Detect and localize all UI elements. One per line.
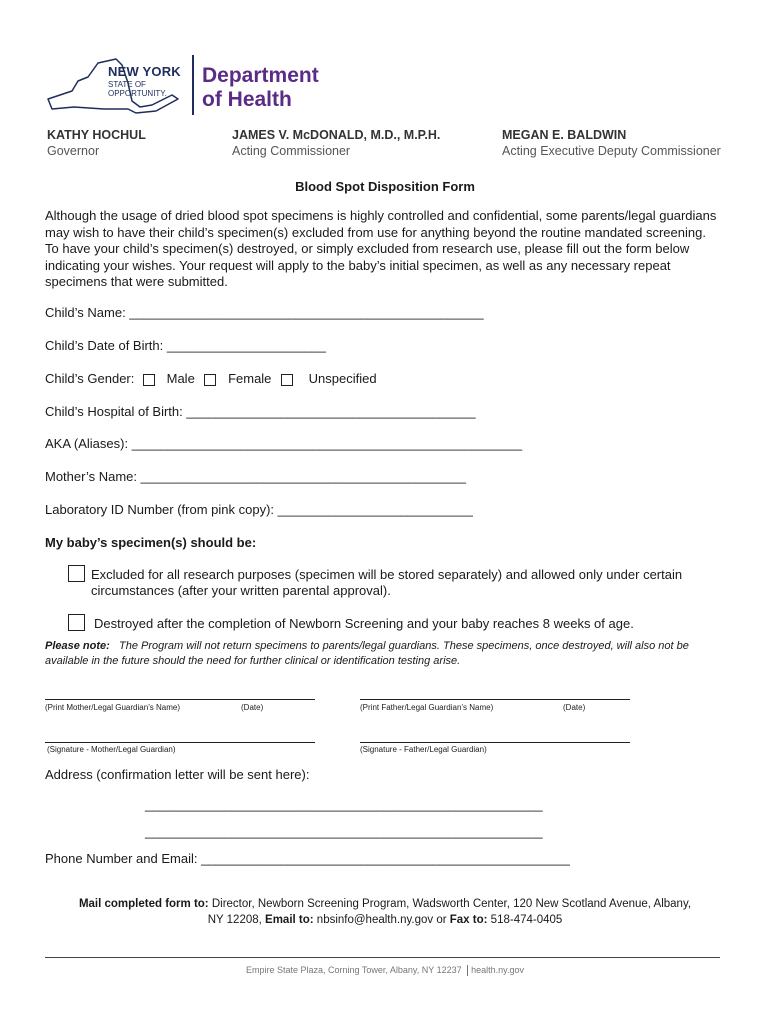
fax-label: Fax to: — [449, 914, 488, 926]
footer-divider — [467, 965, 468, 976]
gender-unspecified-checkbox[interactable] — [281, 374, 293, 386]
address-line-2[interactable]: _______________________________________________________ — [145, 824, 543, 839]
mail-instructions — [40, 896, 730, 928]
exclude-research-line1: Excluded for all research purposes (specimen will be stored separately) and allowed only under certain — [91, 567, 683, 582]
date-label-2: (Date) — [563, 703, 586, 712]
mail-label: Mail completed form to: — [78, 898, 209, 910]
hospital-field[interactable]: Child’s Hospital of Birth: ________________________________________ — [45, 404, 476, 419]
gender-male-checkbox[interactable] — [143, 374, 155, 386]
nys-logo — [44, 55, 334, 117]
note-text: The Program will not return specimens to parents/legal guardians. These specimens, once destroyed, will also not be available in the future should the need for further clinical or identification testing arise. — [45, 640, 689, 667]
aka-field[interactable]: AKA (Aliases): ______________________________________________________ — [45, 436, 523, 451]
father-signature-line[interactable] — [360, 742, 630, 743]
footer — [0, 965, 770, 976]
address-label: Address (confirmation letter will be sent here): — [45, 767, 310, 782]
mother-print-label: (Print Mother/Legal Guardian’s Name) — [45, 703, 181, 712]
footer-address: Empire State Plaza, Corning Tower, Albany, NY 12237 — [245, 965, 462, 975]
child-dob-field[interactable]: Child’s Date of Birth: ______________________ — [45, 338, 326, 353]
please-note — [45, 639, 735, 669]
logo-department: Department — [202, 64, 319, 87]
gender-female-label: Female — [228, 371, 272, 386]
logo-state-line2: STATE OF — [108, 80, 146, 89]
logo-state-line3: OPPORTUNITY. — [108, 89, 167, 98]
father-print-line[interactable] — [360, 699, 630, 700]
mail-zip: NY 12208, — [207, 914, 262, 926]
official-name-governor: KATHY HOCHUL — [47, 128, 146, 142]
form-title: Blood Spot Disposition Form — [295, 179, 475, 194]
exclude-research-line2: circumstances (after your written parental approval). — [91, 583, 391, 598]
official-name-deputy: MEGAN E. BALDWIN — [502, 128, 627, 142]
mother-signature-label: (Signature - Mother/Legal Guardian) — [47, 745, 176, 754]
logo-of-health: of Health — [202, 88, 292, 111]
or-text: or — [436, 914, 447, 926]
father-print-label: (Print Father/Legal Guardian’s Name) — [360, 703, 494, 712]
note-label: Please note: — [45, 640, 110, 652]
email-label: Email to: — [265, 914, 314, 926]
official-title-governor: Governor — [47, 144, 100, 158]
gender-female-checkbox[interactable] — [204, 374, 216, 386]
lab-id-field[interactable]: Laboratory ID Number (from pink copy): ___________________________ — [45, 502, 473, 517]
logo-state-name: NEW YORK — [108, 64, 181, 79]
mother-print-line[interactable] — [45, 699, 315, 700]
fax-number: 518-474-0405 — [490, 914, 563, 926]
gender-male-label: Male — [166, 371, 195, 386]
mother-name-field[interactable]: Mother’s Name: _____________________________________________ — [45, 469, 466, 484]
date-label-1: (Date) — [241, 703, 264, 712]
father-signature-label: (Signature - Father/Legal Guardian) — [360, 745, 487, 754]
mail-address: Director, Newborn Screening Program, Wadsworth Center, 120 New Scotland Avenue, Albany, — [211, 898, 692, 910]
mother-signature-line[interactable] — [45, 742, 315, 743]
child-name-field[interactable]: Child’s Name: _________________________________________________ — [45, 305, 484, 320]
destroy-specimen-label: Destroyed after the completion of Newborn Screening and your baby reaches 8 weeks of age. — [94, 616, 634, 631]
footer-rule — [45, 957, 720, 958]
mail-line-1 — [40, 896, 730, 912]
intro-paragraph: Although the usage of dried blood spot specimens is highly controlled and confidential, some parents/legal guardians may wish to have their child’s specimen(s) excluded from use for anything beyond the routine mandated screening. To have your child’s specimen(s) destroyed, or simply excluded from research use, please fill out the form below indicating your wishes. Your request will apply to the baby’s initial specimen, as well as any necessary repeat specimens that were submitted. — [45, 208, 717, 289]
logo-divider — [192, 55, 194, 115]
official-name-commissioner: JAMES V. McDONALD, M.D., M.P.H. — [232, 128, 441, 142]
gender-row — [45, 371, 377, 386]
official-title-commissioner: Acting Commissioner — [232, 144, 351, 158]
official-title-deputy: Acting Executive Deputy Commissioner — [502, 144, 721, 158]
exclude-research-checkbox[interactable] — [68, 565, 85, 582]
email-address[interactable]: nbsinfo@health.ny.gov — [316, 914, 434, 926]
mail-line-2 — [40, 912, 730, 928]
gender-unspecified-label: Unspecified — [308, 371, 377, 386]
address-line-1[interactable]: _______________________________________________________ — [145, 797, 543, 812]
footer-website[interactable]: health.ny.gov — [471, 965, 525, 975]
gender-label: Child’s Gender: — [45, 371, 135, 386]
destroy-specimen-checkbox[interactable] — [68, 614, 85, 631]
specimen-heading: My baby’s specimen(s) should be: — [45, 535, 257, 550]
phone-email-field[interactable]: Phone Number and Email: ___________________________________________________ — [45, 851, 570, 866]
